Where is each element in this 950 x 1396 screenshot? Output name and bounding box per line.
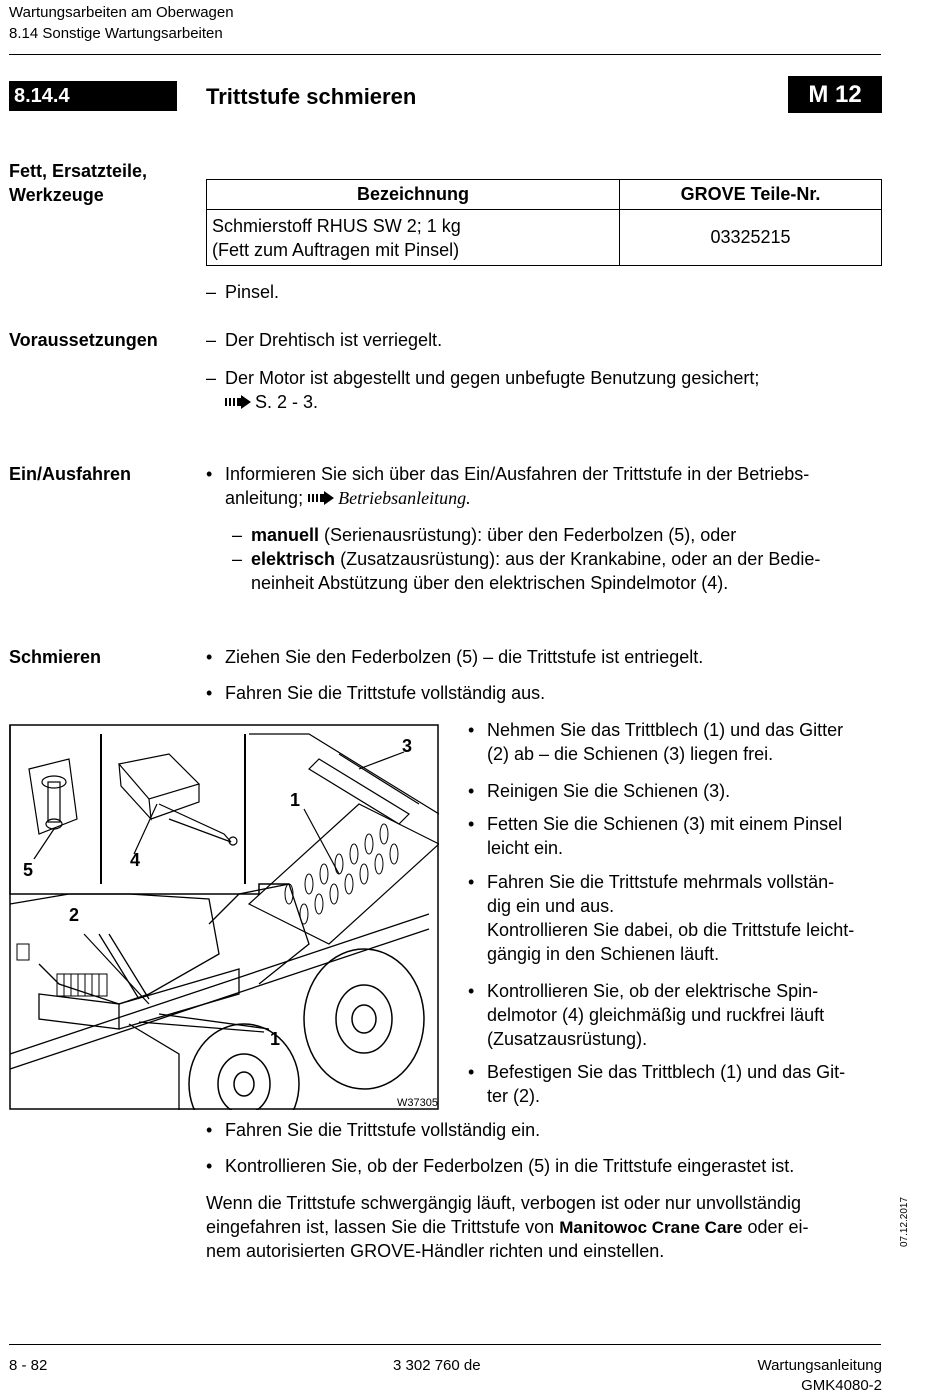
bullet-mark: • <box>468 1062 475 1082</box>
step-illustration <box>9 724 439 1110</box>
note-line3: nem autorisierten GROVE-Händler richten und einstellen. <box>206 1241 665 1261</box>
extend-label: Ein/Ausfahren <box>9 464 132 484</box>
callout-1-top: 1 <box>290 790 301 810</box>
footer-doc-number: 3 302 760 de <box>393 1357 481 1374</box>
lube-step-4-line4: gängig in den Schienen läuft. <box>487 944 720 964</box>
lube-step-5-line3: (Zusatzausrüstung). <box>487 1029 648 1049</box>
bullet-mark: • <box>468 981 475 1001</box>
prereq-label: Voraussetzungen <box>9 330 158 350</box>
header-rule <box>9 54 881 55</box>
callout-4: 4 <box>130 850 141 870</box>
parts-row-name <box>207 210 620 266</box>
lube-step-4-line2: dig ein und aus. <box>487 896 615 916</box>
lube-step-4-line3: Kontrollieren Sie dabei, ob die Trittstufe leicht- <box>487 920 855 940</box>
side-date: 07.12.2017 <box>899 1196 910 1247</box>
maintenance-code: M 12 <box>808 81 862 108</box>
note-line1: Wenn die Trittstufe schwergängig läuft, verbogen ist oder nur unvollständig <box>206 1193 802 1213</box>
header-chapter: Wartungsarbeiten am Oberwagen <box>9 4 234 21</box>
callout-1-bottom: 1 <box>270 1029 281 1049</box>
bullet-mark: • <box>206 647 213 667</box>
callout-2: 2 <box>69 905 80 925</box>
section-number: 8.14.4 <box>14 85 70 107</box>
maintenance-code-badge <box>788 76 882 113</box>
parts-col-header-number: GROVE Teile-Nr. <box>620 180 882 210</box>
dash-mark: – <box>232 525 243 545</box>
callout-3: 3 <box>402 736 413 756</box>
lube-step-6-line2: ter (2). <box>487 1086 541 1106</box>
bullet-mark: • <box>206 464 213 484</box>
section-title: Trittstufe schmieren <box>206 84 417 109</box>
note-line2: eingefahren ist, lassen Sie die Trittstufe von Manitowoc Crane Care oder ei- <box>206 1217 809 1237</box>
reference-arrow-icon <box>308 491 338 505</box>
parts-row-name-line1: Schmierstoff RHUS SW 2; 1 kg <box>212 215 461 236</box>
lube-label: Schmieren <box>9 647 102 667</box>
brand-name: Manitowoc Crane Care <box>559 1218 743 1237</box>
callout-5: 5 <box>23 860 34 880</box>
figure-id: W37305 <box>397 1097 438 1109</box>
reference-arrow-icon <box>225 395 255 409</box>
section-number-box <box>9 81 177 111</box>
maintenance-figure <box>9 724 439 1110</box>
dash-mark: – <box>232 549 243 569</box>
parts-table <box>206 179 882 266</box>
lube-step-1-line2: (2) ab – die Schienen (3) liegen frei. <box>487 744 774 764</box>
footer-rule <box>9 1344 881 1345</box>
materials-label-line2: Werkzeuge <box>9 185 104 205</box>
bullet-mark: • <box>468 814 475 834</box>
bullet-mark: • <box>468 720 475 740</box>
extend-bullet-line2: anleitung; Betriebsanleitung. <box>225 488 471 508</box>
parts-row-number: 03325215 <box>620 210 882 266</box>
materials-label-line1: Fett, Ersatzteile, <box>9 161 148 181</box>
bullet-mark: • <box>468 872 475 892</box>
prereq-item-2-ref[interactable]: S. 2 - 3. <box>225 390 318 414</box>
dash-mark: – <box>206 330 217 350</box>
footer-title-line1: Wartungsanleitung <box>757 1357 882 1374</box>
parts-row-name-line2: (Fett zum Auftragen mit Pinsel) <box>212 239 460 260</box>
bullet-mark: • <box>468 781 475 801</box>
parts-col-header-name: Bezeichnung <box>207 180 620 210</box>
dash-mark: – <box>206 282 217 302</box>
bullet-mark: • <box>206 1156 213 1176</box>
header-section: 8.14 Sonstige Wartungsarbeiten <box>9 25 223 42</box>
lube-step-5-line2: delmotor (4) gleichmäßig und ruckfrei läuft <box>487 1005 825 1025</box>
bullet-mark: • <box>206 1120 213 1140</box>
footer-page-number: 8 - 82 <box>9 1357 48 1374</box>
extend-sub-2-line2: neinheit Abstützung über den elektrischen Spindelmotor (4). <box>251 573 729 593</box>
operating-manual-reference[interactable]: Betriebsanleitung <box>338 488 467 508</box>
lube-step-3-line2: leicht ein. <box>487 838 564 858</box>
dash-mark: – <box>206 368 217 388</box>
bullet-mark: • <box>206 683 213 703</box>
footer-title-line2: GMK4080-2 <box>801 1377 882 1394</box>
